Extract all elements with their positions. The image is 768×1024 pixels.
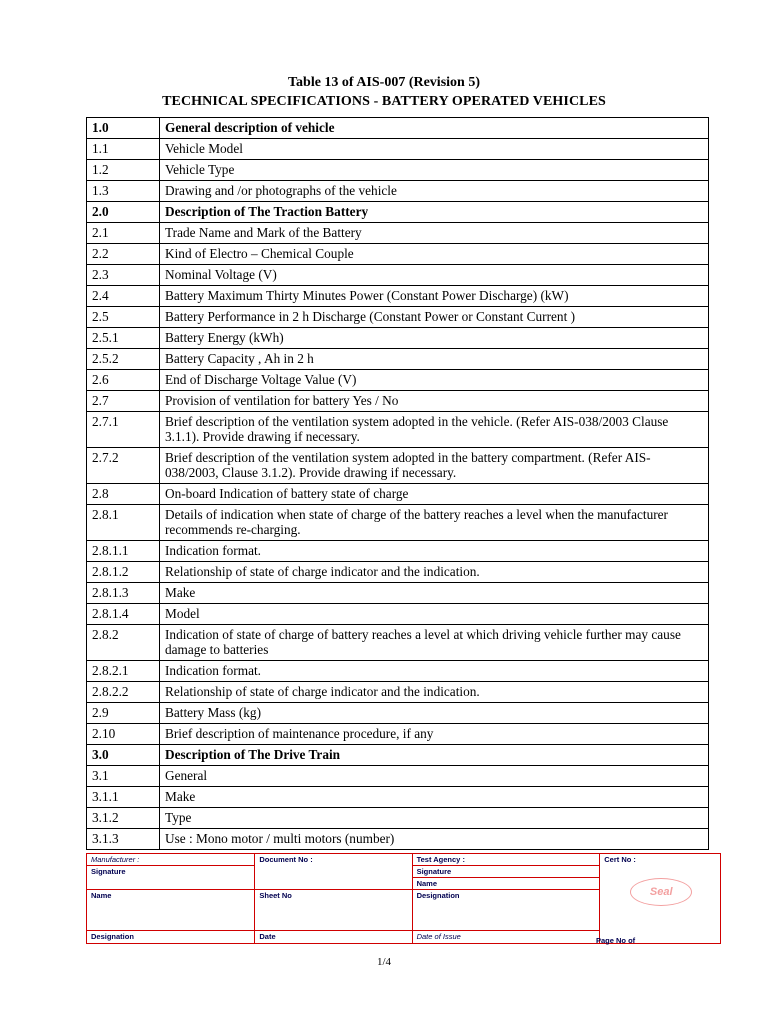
- table-row: [87, 745, 709, 766]
- table-row: [87, 505, 709, 541]
- table-row: [87, 808, 709, 829]
- clause-description: Nominal Voltage (V): [160, 265, 709, 286]
- table-row: [87, 412, 709, 448]
- clause-number: 2.3: [87, 265, 160, 286]
- clause-description: Battery Maximum Thirty Minutes Power (Constant Power Discharge) (kW): [160, 286, 709, 307]
- clause-description: Battery Mass (kg): [160, 703, 709, 724]
- clause-number: 2.8.1.4: [87, 604, 160, 625]
- clause-description: General: [160, 766, 709, 787]
- date-label: Date: [255, 931, 412, 944]
- page-number: 1/4: [376, 956, 392, 968]
- table-row: [87, 118, 709, 139]
- clause-description: Description of The Drive Train: [160, 745, 709, 766]
- clause-number: 2.8.1: [87, 505, 160, 541]
- clause-description: Vehicle Model: [160, 139, 709, 160]
- clause-description: Indication format.: [160, 541, 709, 562]
- clause-number: 1.2: [87, 160, 160, 181]
- table-row: [87, 562, 709, 583]
- name-label: Name: [87, 890, 255, 931]
- clause-number: 3.1.2: [87, 808, 160, 829]
- table-row: [87, 181, 709, 202]
- sheet-no-label: Sheet No: [255, 890, 412, 931]
- clause-description: Make: [160, 583, 709, 604]
- clause-number: 2.5.1: [87, 328, 160, 349]
- clause-description: Relationship of state of charge indicator and the indication.: [160, 562, 709, 583]
- clause-description: Use : Mono motor / multi motors (number): [160, 829, 709, 850]
- clause-number: 3.1: [87, 766, 160, 787]
- table-row: [87, 286, 709, 307]
- ta-designation-label: Designation: [412, 890, 600, 931]
- clause-number: 2.1: [87, 223, 160, 244]
- clause-number: 2.8.1.3: [87, 583, 160, 604]
- manufacturer-label: Manufacturer :: [87, 854, 255, 866]
- clause-number: 2.7: [87, 391, 160, 412]
- document-no-label: Document No :: [255, 854, 412, 890]
- clause-number: 2.8.2.2: [87, 682, 160, 703]
- table-title: Table 13 of AIS-007 (Revision 5): [287, 75, 480, 90]
- clause-description: Indication of state of charge of battery reaches a level at which driving vehicle further may cause damage to batteries: [160, 625, 709, 661]
- document-heading: TECHNICAL SPECIFICATIONS - BATTERY OPERATED VEHICLES: [162, 94, 606, 109]
- clause-description: Provision of ventilation for battery Yes / No: [160, 391, 709, 412]
- table-row: [87, 328, 709, 349]
- page-no-label: Page No of: [596, 936, 636, 945]
- clause-number: 2.8.1.2: [87, 562, 160, 583]
- ta-signature-name-cell: [412, 866, 600, 890]
- clause-description: General description of vehicle: [160, 118, 709, 139]
- clause-description: Battery Energy (kWh): [160, 328, 709, 349]
- clause-number: 3.0: [87, 745, 160, 766]
- cert-seal-cell: [600, 854, 721, 944]
- spec-table: [86, 117, 709, 850]
- clause-description: Brief description of maintenance procedure, if any: [160, 724, 709, 745]
- clause-number: 2.4: [87, 286, 160, 307]
- clause-description: Trade Name and Mark of the Battery: [160, 223, 709, 244]
- clause-number: 2.0: [87, 202, 160, 223]
- table-row: [87, 682, 709, 703]
- clause-number: 1.1: [87, 139, 160, 160]
- clause-number: 2.2: [87, 244, 160, 265]
- clause-number: 2.8.2.1: [87, 661, 160, 682]
- clause-number: 2.5: [87, 307, 160, 328]
- table-row: [87, 223, 709, 244]
- table-row: [87, 829, 709, 850]
- test-agency-label: Test Agency :: [412, 854, 600, 866]
- clause-number: 2.9: [87, 703, 160, 724]
- clause-number: 3.1.3: [87, 829, 160, 850]
- table-row: [87, 661, 709, 682]
- cert-no-label: Cert No :: [604, 855, 636, 864]
- table-row: [87, 541, 709, 562]
- table-row: [87, 160, 709, 181]
- clause-description: Relationship of state of charge indicator and the indication.: [160, 682, 709, 703]
- table-row: [87, 202, 709, 223]
- clause-number: 2.8: [87, 484, 160, 505]
- ta-signature-label: Signature: [413, 866, 600, 878]
- clause-description: Brief description of the ventilation system adopted in the vehicle. (Refer AIS-038/2003 Clause 3.1.1). Provide drawing if necessary.: [160, 412, 709, 448]
- table-row: [87, 583, 709, 604]
- clause-description: Description of The Traction Battery: [160, 202, 709, 223]
- table-row: [87, 244, 709, 265]
- clause-number: 3.1.1: [87, 787, 160, 808]
- table-row: [87, 604, 709, 625]
- clause-description: End of Discharge Voltage Value (V): [160, 370, 709, 391]
- table-row: [87, 625, 709, 661]
- clause-number: 1.0: [87, 118, 160, 139]
- clause-description: Model: [160, 604, 709, 625]
- signature-label: Signature: [87, 866, 255, 890]
- designation-label: Designation: [87, 931, 255, 944]
- clause-number: 2.8.2: [87, 625, 160, 661]
- clause-number: 2.10: [87, 724, 160, 745]
- table-row: [87, 484, 709, 505]
- clause-number: 2.6: [87, 370, 160, 391]
- clause-number: 2.8.1.1: [87, 541, 160, 562]
- clause-number: 2.5.2: [87, 349, 160, 370]
- date-of-issue-label: Date of Issue: [412, 931, 600, 944]
- certification-footer: [86, 853, 721, 944]
- table-row: [87, 448, 709, 484]
- seal-stamp: Seal: [630, 878, 692, 906]
- clause-description: Indication format.: [160, 661, 709, 682]
- clause-number: 2.7.2: [87, 448, 160, 484]
- table-row: [87, 265, 709, 286]
- clause-description: On-board Indication of battery state of charge: [160, 484, 709, 505]
- table-row: [87, 391, 709, 412]
- table-row: [87, 307, 709, 328]
- table-row: [87, 139, 709, 160]
- ta-name-label: Name: [416, 879, 438, 888]
- clause-description: Make: [160, 787, 709, 808]
- clause-description: Type: [160, 808, 709, 829]
- table-row: [87, 349, 709, 370]
- table-row: [87, 724, 709, 745]
- clause-description: Vehicle Type: [160, 160, 709, 181]
- table-row: [87, 703, 709, 724]
- table-row: [87, 787, 709, 808]
- clause-description: Drawing and /or photographs of the vehicle: [160, 181, 709, 202]
- clause-description: Brief description of the ventilation system adopted in the battery compartment. (Refer AIS-038/2003, Clause 3.1.2). Provide drawing if necessary.: [160, 448, 709, 484]
- table-row: [87, 766, 709, 787]
- clause-description: Kind of Electro – Chemical Couple: [160, 244, 709, 265]
- clause-number: 1.3: [87, 181, 160, 202]
- clause-description: Battery Capacity , Ah in 2 h: [160, 349, 709, 370]
- clause-description: Details of indication when state of charge of the battery reaches a level when the manufacturer recommends re-charging.: [160, 505, 709, 541]
- clause-description: Battery Performance in 2 h Discharge (Constant Power or Constant Current ): [160, 307, 709, 328]
- clause-number: 2.7.1: [87, 412, 160, 448]
- table-row: [87, 370, 709, 391]
